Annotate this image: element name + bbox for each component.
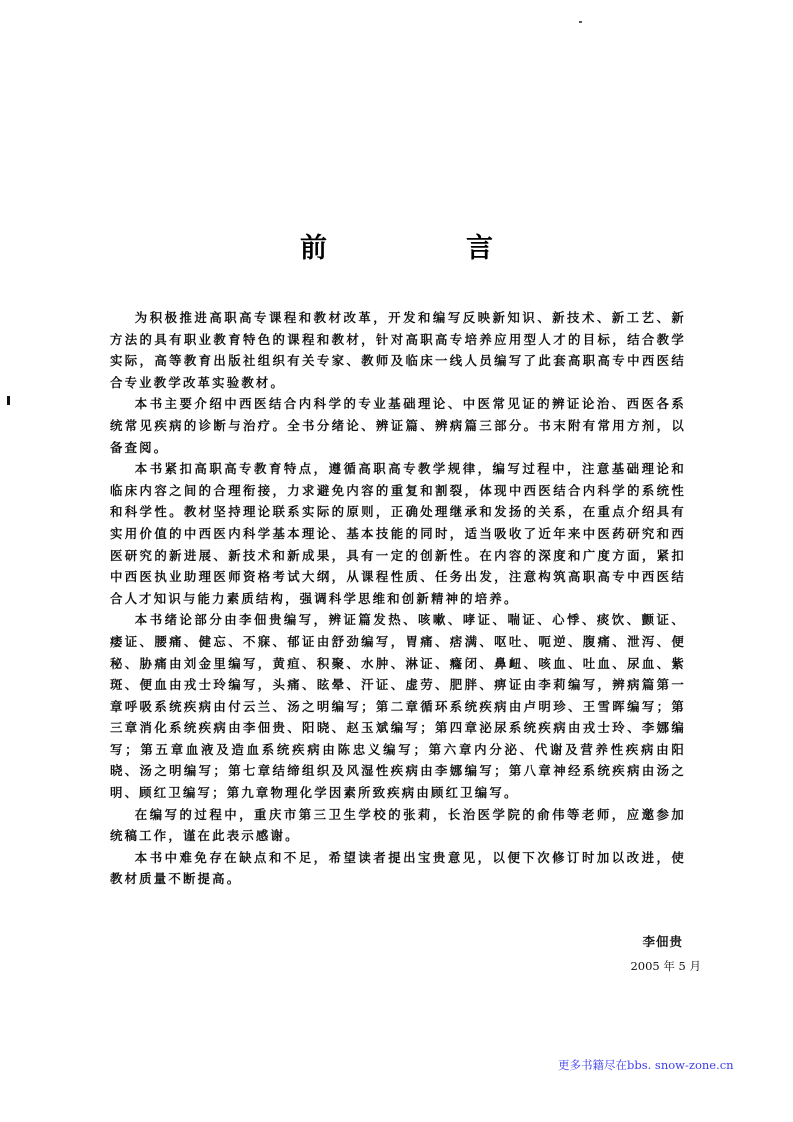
footer-website-link[interactable]: 更多书籍尽在bbs. snow-zone.cn [558,1058,734,1072]
preface-body [110,307,686,890]
paragraph-closing: 本书中难免存在缺点和不足，希望读者提出宝贵意见，以便下次修订时加以改进，使教材质量不断提高。 [110,849,686,887]
paragraph-scope: 本书主要介绍中西医结合内科学的专业基础理论、中医常见证的辨证论治、西医各系统常见疾病的诊断与治疗。全书分绪论、辨证篇、辨病篇三部分。书末附有常用方剂，以备查阅。 [110,396,686,455]
paragraph-acknowledgement: 在编写的过程中，重庆市第三卫生学校的张莉，长治医学院的俞伟等老师，应邀参加统稿工作，谨在此表示感谢。 [110,806,686,844]
signature-author: 李佃贵 [642,934,683,949]
paragraph-authors: 本书绪论部分由李佃贵编写，辨证篇发热、咳嗽、哮证、喘证、心悸、痰饮、颤证、痿证、腰痛、健忘、不寐、郁证由舒劲编写，胃痛、痞满、呕吐、呃逆、腹痛、泄泻、便秘、胁痛由刘金里编写，黄疸、积聚、水肿、淋证、癃闭、鼻衄、咳血、吐血、尿血、紫斑、便血由戎士玲编写，头痛、眩晕、汗证、虚劳、肥胖、痹证由李莉编写，辨病篇第一章呼吸系统疾病由付云兰、汤之明编写；第二章循环系统疾病由卢明珍、王雪晖编写；第三章消化系统疾病由李佃贵、阳晓、赵玉斌编写；第四章泌尿系统疾病由戎士玲、李娜编写；第五章血液及造血系统疾病由陈忠义编写；第六章内分泌、代谢及营养性疾病由阳晓、汤之明编写；第七章结缔组织及风湿性疾病由李娜编写；第八章神经系统疾病由汤之明、顾红卫编写；第九章物理化学因素所致疾病由顾红卫编写。 [110,612,686,801]
page-title: 前 言 [300,233,549,264]
signature-block [560,930,710,978]
scan-artifact-dot [579,21,582,23]
paragraph-features: 本书紧扣高职高专教育特点，遵循高职高专教学规律，编写过程中，注意基础理论和临床内容之间的合理衔接，力求避免内容的重复和割裂，体现中西医结合内科学的系统性和科学性。教材坚持理论联系实际的原则，正确处理继承和发扬的关系，在重点介绍具有实用价值的中西医内科学基本理论、基本技能的同时，适当吸收了近年来中医药研究和西医研究的新进展、新技术和新成果，具有一定的创新性。在内容的深度和广度方面，紧扣中西医执业助理医师资格考试大纲，从课程性质、任务出发，注意构筑高职高专中西医结合人才知识与能力素质结构，强调科学思维和创新精神的培养。 [110,461,686,606]
paragraph-intro: 为积极推进高职高专课程和教材改革，开发和编写反映新知识、新技术、新工艺、新方法的具有职业教育特色的课程和教材，针对高职高专培养应用型人才的目标，结合教学实际，高等教育出版社组织有关专家、教师及临床一线人员编写了此套高职高专中西医结合专业教学改革实验教材。 [110,310,686,390]
scan-artifact-mark [7,396,10,405]
signature-date: 2005 年 5 月 [630,959,701,973]
